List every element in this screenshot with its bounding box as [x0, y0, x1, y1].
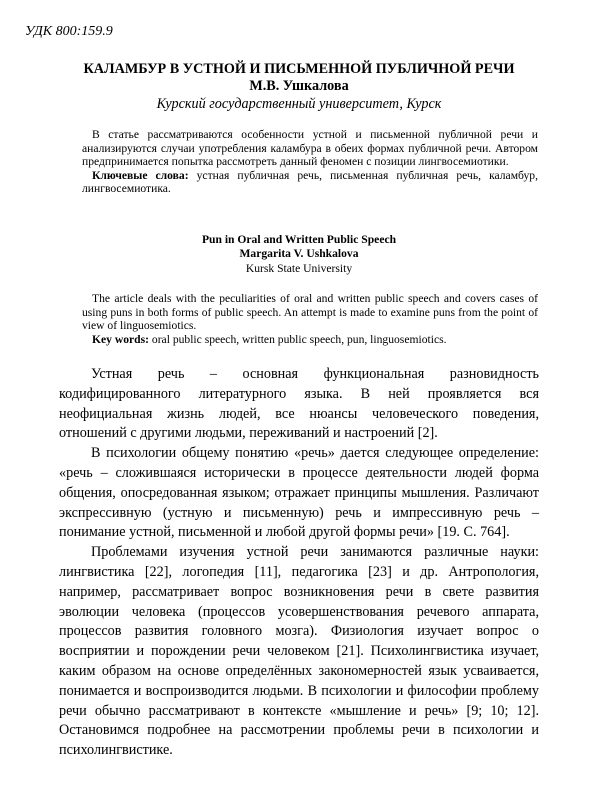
udk-code: УДК 800:159.9: [25, 24, 113, 39]
keywords-ru: [82, 169, 538, 196]
author-name-ru: М.В. Ушкалова: [249, 78, 349, 94]
author-name-en: Margarita V. Ushkalova: [239, 247, 359, 260]
article-title-en: Pun in Oral and Written Public Speech: [201, 233, 397, 246]
body-paragraph-3: Проблемами изучения устной речи занимаются различные науки: лингвистика [22], логопедия [11], педагогика [23] и др. Антропология, например, рассматривает вопрос возникновения речи в свете развития эволюции человека (процессов усовершенствования речевого аппарата, процессов развития головного мозга). Физиология изучает вопрос о восприятии и порождении речи человеком [21]. Психолингвистика изучает, каким образом на основе определённых закономерностей язык усваивается, понимается и воспроизводится людьми. В психологии и философии проблему речи обычно рассматривают в контексте «мышление и речь» [9; 10; 12]. Остановимся подробнее на рассмотрении проблемы речи в психологии и психолингвистике.: [59, 544, 539, 759]
article-body: [59, 365, 539, 761]
affiliation-ru: Курский государственный университет, Курск: [156, 96, 442, 112]
abstract-en: [82, 292, 538, 346]
keywords-ru-label: Ключевые слова:: [92, 168, 189, 182]
keywords-en-label: Key words:: [92, 332, 149, 346]
abstract-ru-text: В статье рассматриваются особенности устной и письменной публичной речи и анализируются случаи употребления каламбура в обеих формах публичной речи. Автором предпринимается попытка рассмотреть данный феномен с позиции лингвосемиотики.: [82, 128, 538, 169]
keywords-en: [82, 333, 538, 347]
abstract-en-text: The article deals with the peculiarities of oral and written public speech and covers cases of using puns in both forms of public speech. An attempt is made to examine puns from the point of view of linguosemiotics.: [82, 292, 538, 333]
body-paragraph-2: В психологии общему понятию «речь» дается следующее определение: «речь – сложившаяся исторически в процессе деятельности людей форма общения, опосредованная языком; отражает принципы мышления. Различают экспрессивную (устную и письменную) речь и импрессивную речь – понимание устной, письменной и любой другой формы речи» [19. С. 764].: [59, 445, 539, 541]
keywords-en-text: oral public speech, written public speech, pun, linguosemiotics.: [149, 332, 447, 346]
body-paragraph-1: Устная речь – основная функциональная разновидность кодифицированного литературного языка. В ней проявляется вся неофициальная жизнь людей, все нюансы человеческого поведения, отношений с другими людьми, переживаний и настроений [2].: [59, 366, 539, 442]
article-title-ru: КАЛАМБУР В УСТНОЙ И ПИСЬМЕННОЙ ПУБЛИЧНОЙ РЕЧИ: [83, 61, 515, 77]
keywords-ru-text: устная публичная речь, письменная публичная речь, каламбур, лингвосемиотика.: [82, 168, 538, 196]
affiliation-en: Kursk State University: [245, 262, 353, 275]
abstract-ru: [82, 128, 538, 196]
